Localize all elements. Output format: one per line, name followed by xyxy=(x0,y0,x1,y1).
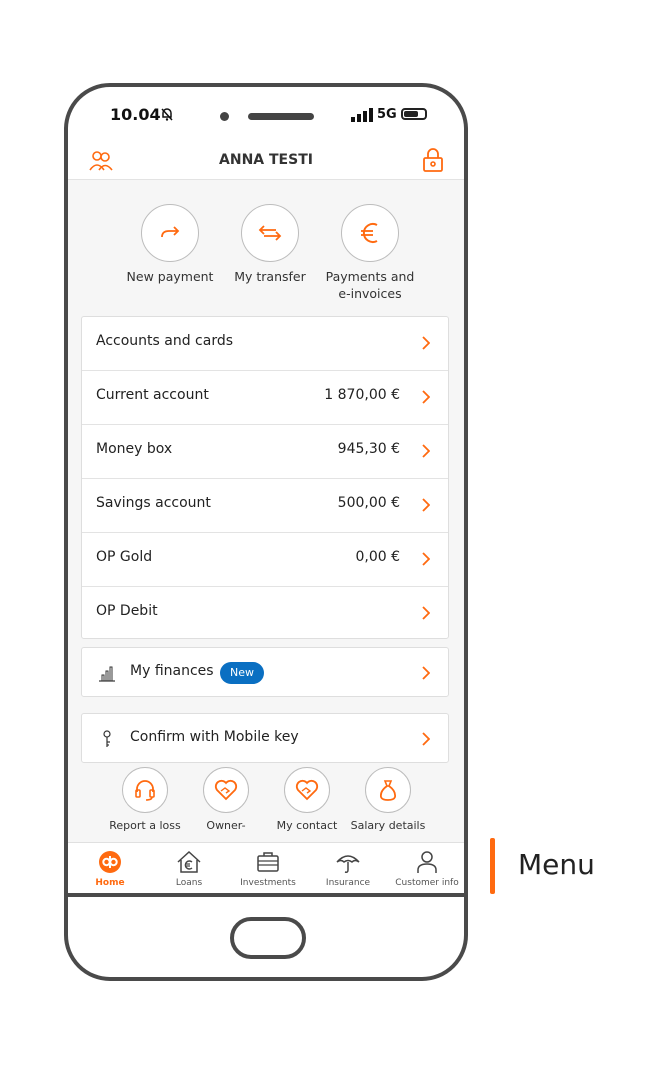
shortcut-report-loss[interactable] xyxy=(105,767,185,832)
account-balance: 945,30 € xyxy=(337,441,400,457)
shortcut-label: Report a loss xyxy=(109,819,181,832)
account-row-savings[interactable] xyxy=(82,479,448,533)
chevron-right-icon xyxy=(422,390,430,404)
handshake-heart-icon xyxy=(214,778,238,802)
quick-action-label: Payments and e-invoices xyxy=(325,269,415,301)
headset-icon xyxy=(133,778,157,802)
tab-loans[interactable] xyxy=(149,849,229,888)
tab-customer-info[interactable] xyxy=(387,849,467,888)
account-row-current[interactable] xyxy=(82,371,448,425)
bottom-tab-bar xyxy=(68,842,464,895)
briefcase-icon xyxy=(255,849,281,875)
euro-icon xyxy=(356,219,384,247)
app-header xyxy=(68,145,464,180)
account-row-money-box[interactable] xyxy=(82,425,448,479)
account-name: Savings account xyxy=(96,495,211,511)
phone-home-button xyxy=(230,917,306,959)
phone-frame xyxy=(64,83,468,981)
house-euro-icon xyxy=(176,849,202,875)
op-logo-icon xyxy=(97,849,123,875)
account-name: OP Gold xyxy=(96,549,153,565)
customer-name: ANNA TESTI xyxy=(219,152,313,168)
quick-action-label: My transfer xyxy=(234,269,306,284)
home-content xyxy=(68,180,464,842)
account-balance: 0,00 € xyxy=(355,549,400,565)
umbrella-icon xyxy=(335,849,361,875)
lock-icon[interactable] xyxy=(420,147,446,173)
phone-bezel-divider xyxy=(68,893,464,897)
bar-chart-icon xyxy=(98,664,116,682)
account-balance: 1 870,00 € xyxy=(324,387,400,403)
shortcut-salary-details[interactable] xyxy=(348,767,428,832)
front-camera xyxy=(220,112,229,121)
tab-label: Home xyxy=(95,878,125,888)
quick-action-new-payment[interactable] xyxy=(115,204,225,285)
account-name: Current account xyxy=(96,387,209,403)
tab-label: Loans xyxy=(175,878,203,888)
chevron-right-icon xyxy=(422,732,430,746)
bell-muted-icon xyxy=(160,107,174,121)
shortcut-owner[interactable] xyxy=(186,767,266,832)
key-icon xyxy=(98,730,116,748)
quick-action-label: New payment xyxy=(126,269,214,284)
my-finances-label: My finances xyxy=(130,663,214,679)
person-icon xyxy=(414,849,440,875)
mobile-key-row[interactable] xyxy=(81,713,449,763)
tab-insurance[interactable] xyxy=(308,849,388,888)
chevron-right-icon xyxy=(422,666,430,680)
accounts-and-cards-row[interactable] xyxy=(82,317,448,371)
callout-marker xyxy=(490,838,495,894)
quick-action-payments-einvoices[interactable] xyxy=(315,204,425,302)
speaker-grille xyxy=(248,113,314,120)
new-badge: New xyxy=(220,662,264,684)
account-balance: 500,00 € xyxy=(337,495,400,511)
my-finances-row[interactable] xyxy=(81,647,449,697)
transfer-arrows-icon xyxy=(256,219,284,247)
arrow-redo-icon xyxy=(156,219,184,247)
card-row-op-debit[interactable] xyxy=(82,587,448,638)
shortcut-label: Owner- xyxy=(206,819,246,832)
accounts-header-label: Accounts and cards xyxy=(96,333,234,349)
network-type: 5G xyxy=(377,107,397,122)
status-time: 10.04 xyxy=(110,105,161,124)
tab-label: Customer info xyxy=(395,878,459,888)
account-name: OP Debit xyxy=(96,603,158,619)
account-name: Money box xyxy=(96,441,173,457)
tab-investments[interactable] xyxy=(228,849,308,888)
money-bag-icon xyxy=(376,778,400,802)
status-bar xyxy=(68,87,464,145)
handshake-heart-icon xyxy=(295,778,319,802)
battery-icon xyxy=(401,108,427,120)
tab-home[interactable] xyxy=(70,849,150,888)
chevron-right-icon xyxy=(422,336,430,350)
tab-label: Insurance xyxy=(325,878,371,888)
accounts-card xyxy=(81,316,449,639)
quick-action-my-transfer[interactable] xyxy=(215,204,325,285)
chevron-right-icon xyxy=(422,498,430,512)
shortcut-my-contact[interactable] xyxy=(267,767,347,832)
chevron-right-icon xyxy=(422,444,430,458)
callout-label: Menu xyxy=(518,848,595,881)
signal-icon xyxy=(351,108,373,122)
chevron-right-icon xyxy=(422,552,430,566)
shortcut-label: Salary details xyxy=(350,819,426,832)
shortcut-label: My contact xyxy=(276,819,338,832)
chevron-right-icon xyxy=(422,606,430,620)
tab-label: Investments xyxy=(240,878,296,888)
mobile-key-label: Confirm with Mobile key xyxy=(130,729,299,745)
card-row-op-gold[interactable] xyxy=(82,533,448,587)
